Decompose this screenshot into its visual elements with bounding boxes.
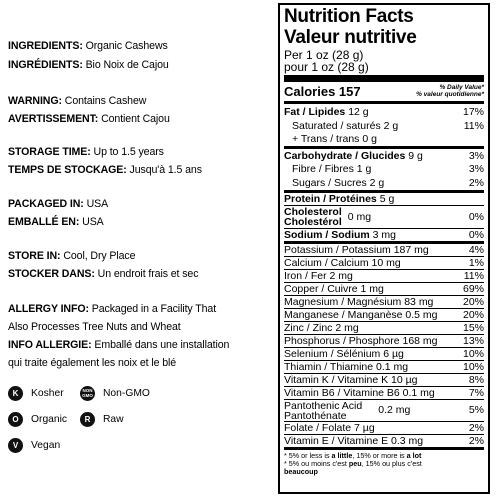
allergy-fr-line-2: qui traite également les noix et le blé (8, 357, 177, 369)
calories-row: Calories 157 % Daily Value* % valeur quotidienne* (284, 84, 484, 99)
fibre-row: Fibre / Fibres 1 g 3% (292, 163, 484, 175)
vitamin-e-row: Vitamin E / Vitamine E 0.3 mg 2% (284, 434, 484, 447)
raw-icon: R (80, 412, 95, 427)
kosher-badge: K Kosher (8, 386, 64, 401)
protein-row: Protein / Protéines 5 g (284, 192, 395, 205)
mineral-row: Vitamin K / Vitamine K 10 µg 8% (284, 373, 484, 386)
sodium-row: Sodium / Sodium 3 mg 0% (284, 228, 484, 241)
allergy-line-1: ALLERGY INFO: Packaged in a Facility That (8, 303, 217, 315)
fat-row: Fat / Lipides 12 g 17% (284, 105, 484, 118)
nongmo-badge: NON GMO Non-GMO (80, 386, 150, 401)
divider (284, 447, 484, 450)
mineral-row: Magnesium / Magnésium 83 mg 20% (284, 295, 484, 308)
pantothenic-row: Pantothenic Acid Pantothénate 0.2 mg 5% (284, 399, 484, 422)
divider (284, 75, 484, 82)
serving-en: Per 1 oz (28 g) (284, 48, 364, 62)
serving-fr: pour 1 oz (28 g) (284, 60, 369, 74)
nutrition-title-fr: Valeur nutritive (284, 27, 417, 48)
mineral-row: Vitamin B6 / Vitamine B6 0.1 mg 7% (284, 386, 484, 399)
store-line: STORE IN: Cool, Dry Place (8, 250, 136, 262)
mineral-row: Phosphorus / Phosphore 168 mg 13% (284, 334, 484, 347)
warning-fr-line: AVERTISSEMENT: Contient Cajou (8, 113, 170, 125)
footnote: * 5% or less is a little, 15% or more is a lot * 5% ou moins c'est peu, 15% ou plus c'est beaucoup (284, 451, 422, 476)
storage-line: STORAGE TIME: Up to 1.5 years (8, 146, 164, 158)
allergy-fr-line-1: INFO ALLERGIE: Emballé dans une installation (8, 339, 230, 351)
sugars-row: Sugars / Sucres 2 g 2% (292, 176, 484, 189)
organic-badge: O Organic (8, 412, 67, 427)
packaged-line: PACKAGED IN: USA (8, 198, 109, 210)
mineral-row: Zinc / Zinc 2 mg 15% (284, 321, 484, 334)
store-fr-line: STOCKER DANS: Un endroit frais et sec (8, 268, 199, 280)
trans-row: + Trans / trans 0 g (292, 133, 377, 145)
storage-fr-line: TEMPS DE STOCKAGE: Jusqu'à 1.5 ans (8, 164, 202, 176)
carb-row: Carbohydrate / Glucides 9 g 3% (284, 149, 484, 162)
packaged-fr-line: EMBALLÉ EN: USA (8, 216, 104, 228)
saturated-row: Saturated / saturés 2 g 11% (292, 120, 484, 132)
vegan-badge: V Vegan (8, 438, 60, 453)
mineral-row: Manganese / Manganèse 0.5 mg 20% (284, 308, 484, 321)
organic-icon: O (8, 412, 23, 427)
folate-row: Folate / Folate 7 µg 2% (284, 421, 484, 434)
mineral-row: Iron / Fer 2 mg 11% (284, 269, 484, 282)
mineral-row: Selenium / Sélénium 6 µg 10% (284, 347, 484, 360)
mineral-row: Calcium / Calcium 10 mg 1% (284, 256, 484, 269)
kosher-icon: K (8, 386, 23, 401)
raw-badge: R Raw (80, 412, 124, 427)
ingredients-line: INGREDIENTS: Organic Cashews (8, 40, 168, 52)
vegan-icon: V (8, 438, 23, 453)
nutrition-title-en: Nutrition Facts (284, 6, 414, 27)
non-gmo-icon: NON GMO (80, 386, 95, 401)
mineral-row: Potassium / Potassium 187 mg 4% (284, 243, 484, 256)
ingredients-fr-line: INGRÉDIENTS: Bio Noix de Cajou (8, 59, 169, 71)
mineral-row: Thiamin / Thiamine 0.1 mg 10% (284, 360, 484, 373)
allergy-line-2: Also Processes Tree Nuts and Wheat (8, 321, 181, 333)
nutrition-facts-panel (278, 3, 490, 494)
cholesterol-row: Cholesterol Cholestérol 0 mg 0% (284, 206, 484, 228)
mineral-list (284, 244, 484, 400)
warning-line: WARNING: Contains Cashew (8, 95, 147, 107)
mineral-row: Copper / Cuivre 1 mg 69% (284, 282, 484, 295)
